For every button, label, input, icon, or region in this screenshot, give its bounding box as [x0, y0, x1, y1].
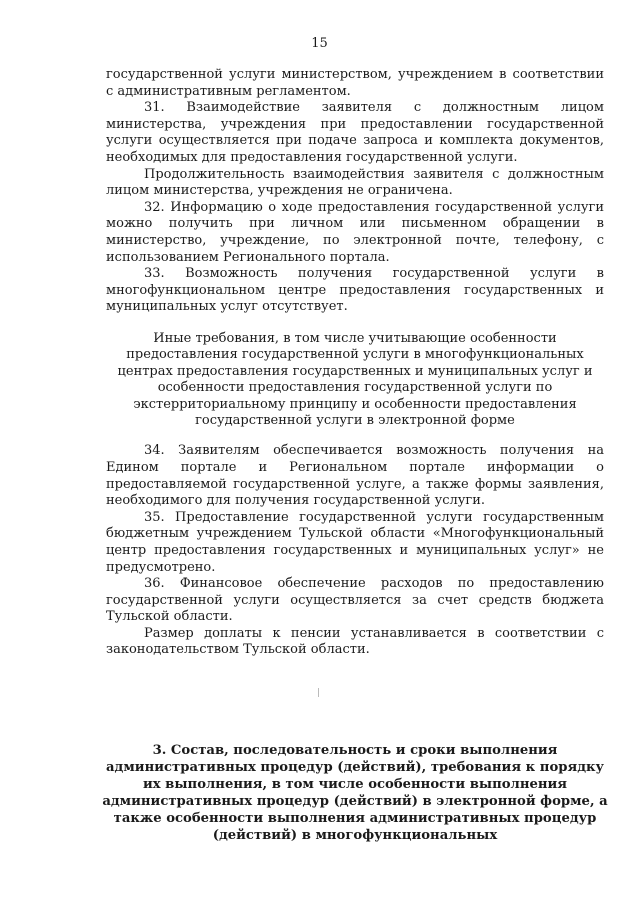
page-number: 15: [311, 36, 328, 51]
paragraph-duration: Продолжительность взаимодействия заявителя с должностным лицом министерства, учреждения не ограничена.: [106, 166, 604, 199]
paragraph-33: 33. Возможность получения государственной услуги в многофункциональном центре предоставления государственных и муниципальных услуг отсутствует.: [106, 266, 604, 315]
document-body: [106, 67, 604, 659]
scan-mark: [318, 688, 319, 697]
section-heading: 3. Состав, последовательность и сроки выполнения административных процедур (действий), требования к порядку их выполнения, в том числе особенности выполнения административных процедур (действий) в электронной форме, а также особенности выполнения административных процедур (действий) в многофункциональных: [102, 743, 608, 843]
paragraph-35: 35. Предоставление государственной услуги государственным бюджетным учреждением Тульской области «Многофункциональный центр предоставления государственных и муниципальных услуг» не предусмотрено.: [106, 509, 604, 575]
paragraph-32: 32. Информацию о ходе предоставления государственной услуги можно получить при личном или письменном обращении в министерство, учреждение, по электронной почте, телефону, с использованием Регионального портала.: [106, 199, 604, 265]
paragraph-36: 36. Финансовое обеспечение расходов по предоставлению государственной услуги осуществляется за счет средств бюджета Тульской области.: [106, 576, 604, 625]
subsection-heading: Иные требования, в том числе учитывающие особенности предоставления государственной услуги в многофункциональных центрах предоставления государственных и муниципальных услуг и особенности предоставления государственной услуги по экстерриториальному принципу и особенности предоставления государственной услуги в электронной форме: [117, 330, 593, 428]
paragraph-continuation: государственной услуги министерством, учреждением в соответствии с административным регламентом.: [106, 67, 604, 99]
paragraph-31: 31. Взаимодействие заявителя с должностным лицом министерства, учреждения при предоставлении государственной услуги осуществляется при подаче запроса и комплекта документов, необходимых для предоставления государственной услуги.: [106, 100, 604, 165]
paragraph-pension: Размер доплаты к пенсии устанавливается в соответствии с законодательством Тульской области.: [106, 625, 604, 658]
paragraph-34: 34. Заявителям обеспечивается возможность получения на Едином портале и Региональном портале информации о предоставляемой государственной услуге, а также формы заявления, необходимого для получения государственной услуги.: [106, 443, 604, 509]
